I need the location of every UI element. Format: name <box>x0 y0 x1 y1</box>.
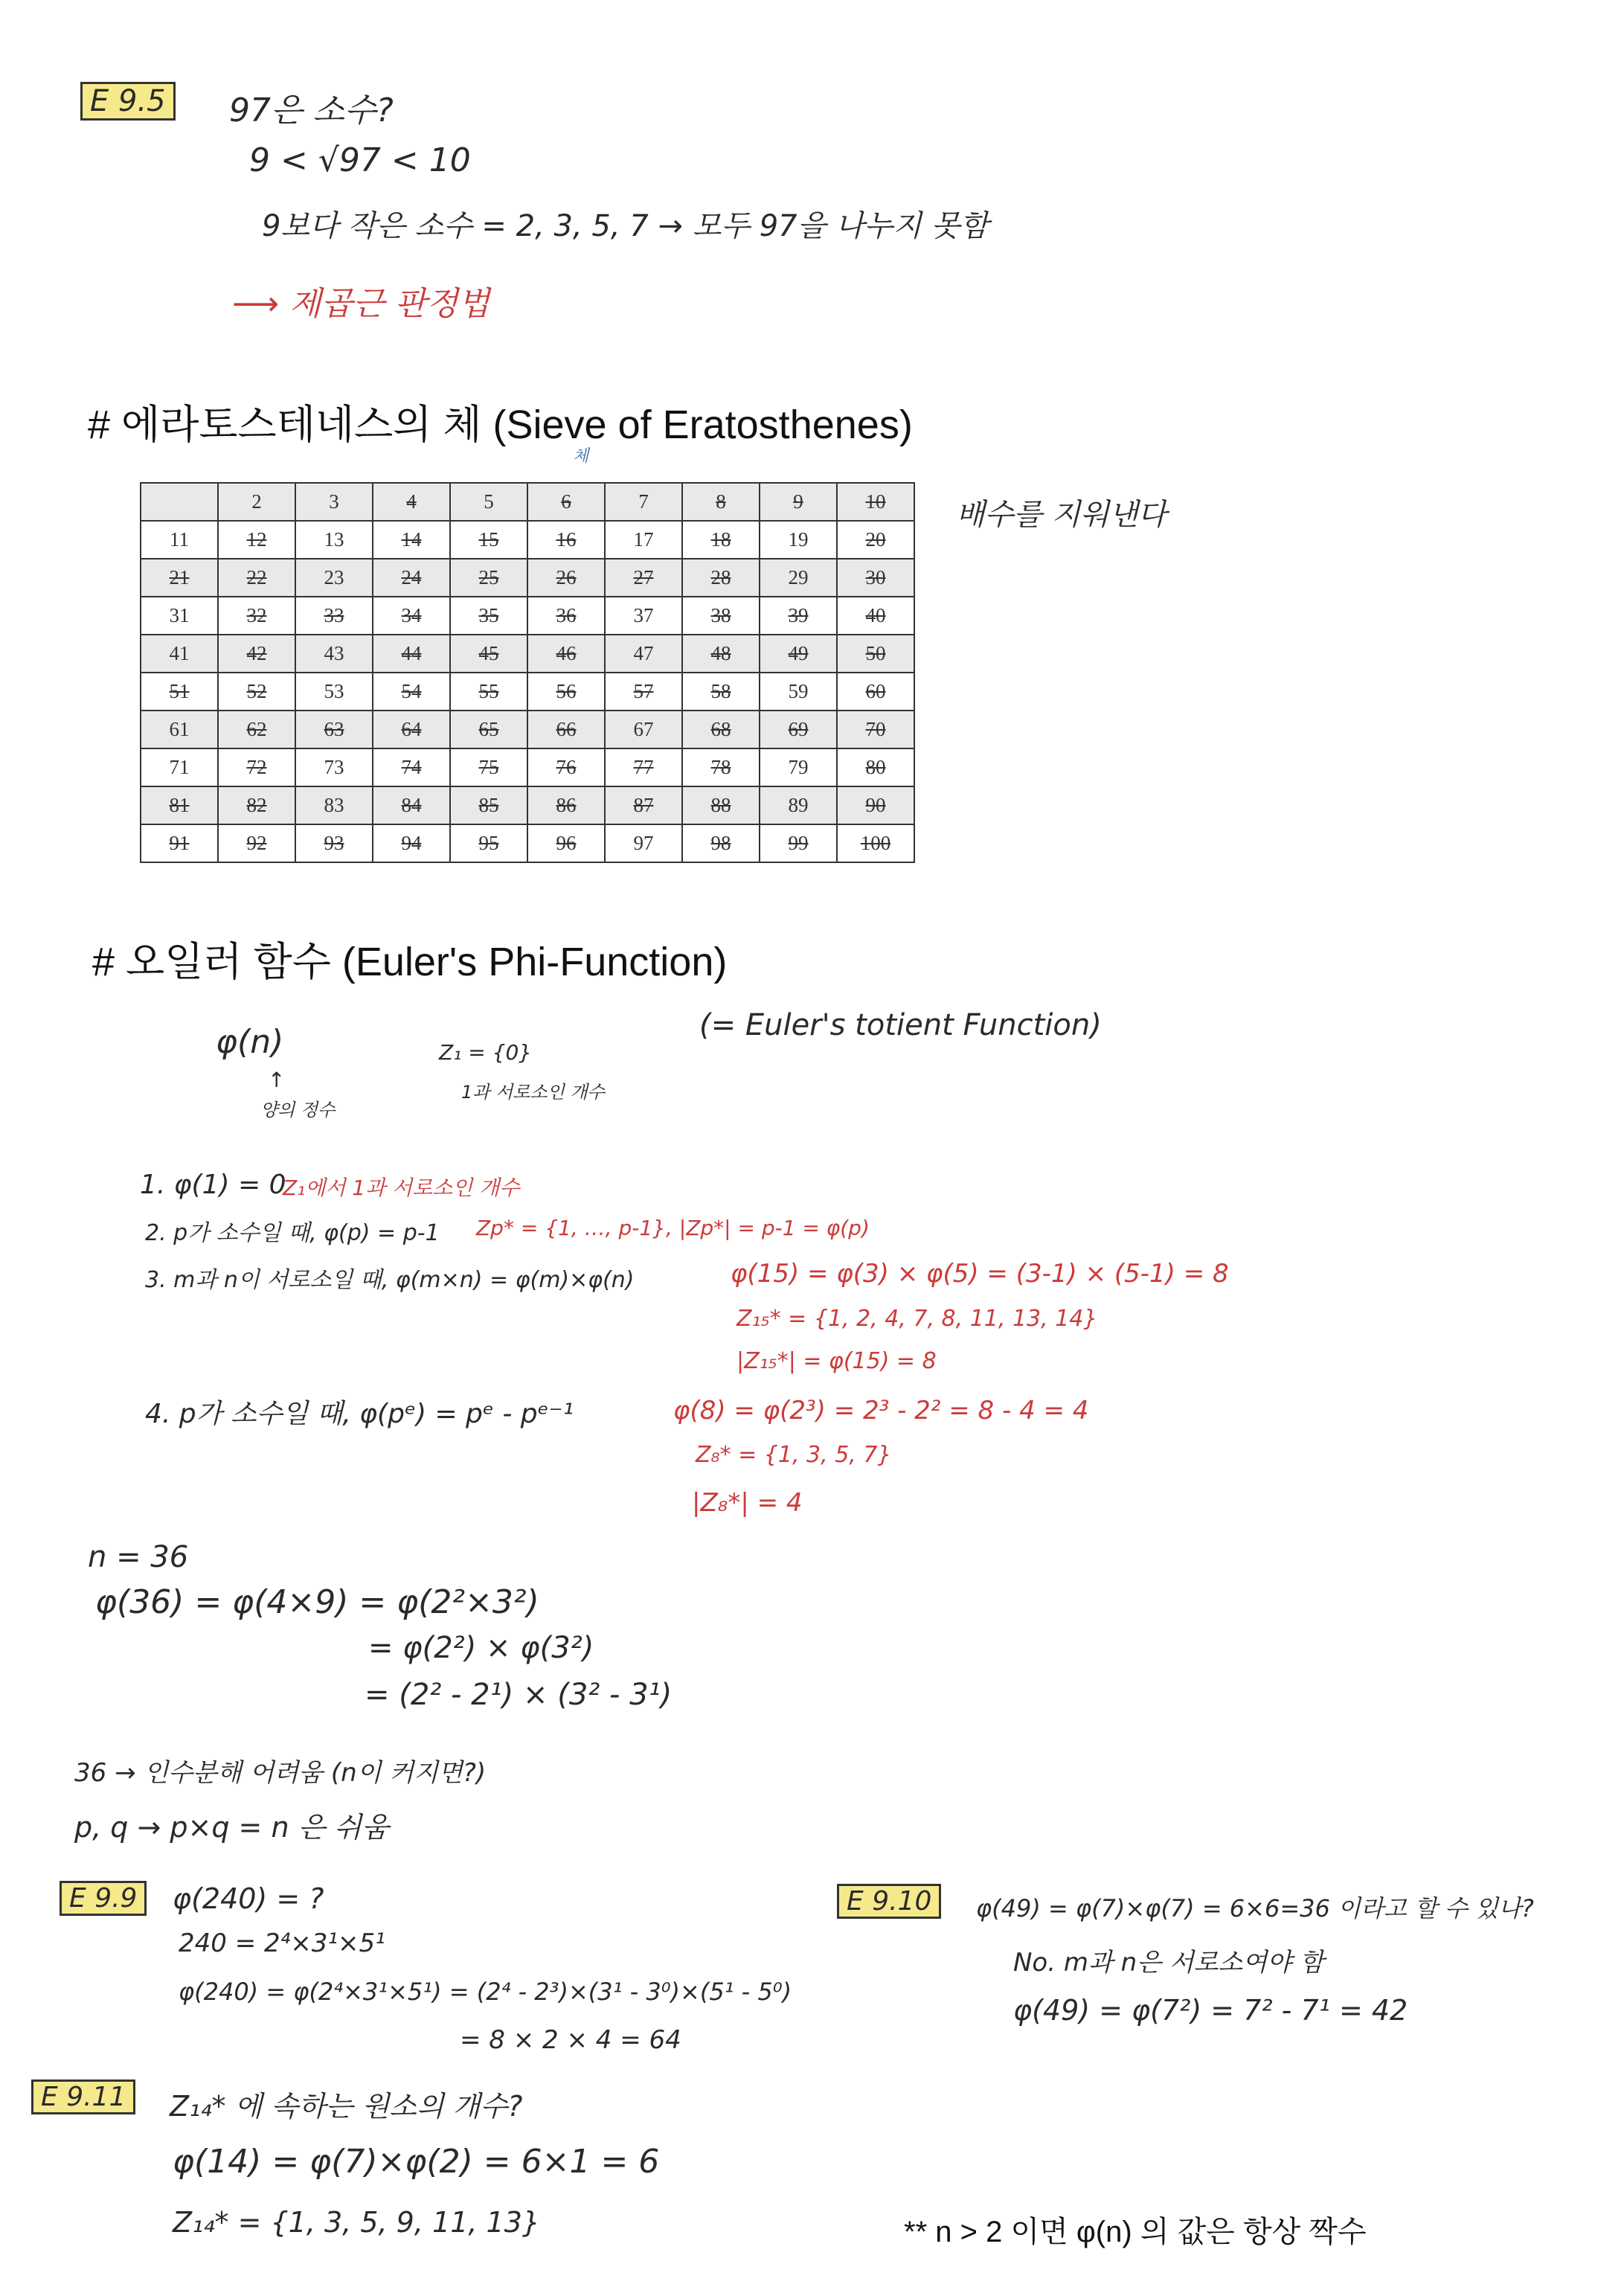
sieve-cell: 66 <box>527 711 605 748</box>
sieve-cell: 27 <box>605 559 682 597</box>
sieve-cell: 35 <box>450 597 527 635</box>
sieve-cell: 15 <box>450 521 527 559</box>
sieve-cell: 8 <box>682 483 760 521</box>
sieve-cell: 24 <box>373 559 450 597</box>
sieve-cell: 44 <box>373 635 450 673</box>
sieve-cell: 25 <box>450 559 527 597</box>
sieve-cell: 98 <box>682 824 760 862</box>
phi-n: φ(n) <box>216 1023 284 1061</box>
sieve-cell: 9 <box>760 483 837 521</box>
sieve-heading: # 에라토스테네스의 체 (Sieve of Eratosthenes) <box>88 403 913 447</box>
e910-line2: No. m과 n은 서로소여야 함 <box>1013 1948 1324 1978</box>
sieve-cell: 6 <box>527 483 605 521</box>
sieve-row <box>141 711 914 748</box>
sieve-cell: 61 <box>141 711 218 748</box>
e95-line1: 9 < √97 < 10 <box>249 141 471 179</box>
sieve-cell: 2 <box>218 483 295 521</box>
sieve-cell: 90 <box>837 786 914 824</box>
sieve-cell: 85 <box>450 786 527 824</box>
sieve-cell: 53 <box>295 673 373 711</box>
sieve-cell: 74 <box>373 748 450 786</box>
footnote: ** n > 2 이면 φ(n) 의 값은 항상 짝수 <box>904 2216 1367 2248</box>
euler-heading: # 오일러 함수 (Euler's Phi-Function) <box>92 940 728 984</box>
sieve-cell: 99 <box>760 824 837 862</box>
rule2-note: Zp* = {1, …, p-1}, |Zp*| = p-1 = φ(p) <box>476 1216 870 1240</box>
sieve-cell: 84 <box>373 786 450 824</box>
sieve-note-small: 체 <box>573 447 589 466</box>
e910-line3: φ(49) = φ(7²) = 7² - 7¹ = 42 <box>1013 1994 1408 2027</box>
rule3: 3. m과 n이 서로소일 때, φ(m×n) = φ(m)×φ(n) <box>145 1267 635 1293</box>
e99-line2: 240 = 2⁴×3¹×5¹ <box>179 1928 385 1958</box>
sieve-cell: 67 <box>605 711 682 748</box>
sieve-cell: 65 <box>450 711 527 748</box>
sieve-cell: 4 <box>373 483 450 521</box>
rule4-example: φ(8) = φ(2³) = 2³ - 2² = 8 - 4 = 4 <box>673 1396 1089 1426</box>
sieve-cell: 41 <box>141 635 218 673</box>
z1-set: Z₁ = {0} <box>439 1040 533 1065</box>
sieve-cell: 71 <box>141 748 218 786</box>
sieve-cell: 11 <box>141 521 218 559</box>
sieve-cell: 64 <box>373 711 450 748</box>
sieve-cell: 59 <box>760 673 837 711</box>
rule1-note: Z₁에서 1과 서로소인 개수 <box>283 1176 520 1200</box>
sieve-cell: 37 <box>605 597 682 635</box>
sieve-cell: 31 <box>141 597 218 635</box>
sieve-cell: 42 <box>218 635 295 673</box>
sieve-cell: 34 <box>373 597 450 635</box>
sieve-cell: 55 <box>450 673 527 711</box>
e911-line3: Z₁₄* = {1, 3, 5, 9, 11, 13} <box>173 2206 541 2239</box>
e911-line2: φ(14) = φ(7)×φ(2) = 6×1 = 6 <box>173 2143 660 2181</box>
sieve-cell: 57 <box>605 673 682 711</box>
rule3-set: Z₁₅* = {1, 2, 4, 7, 8, 11, 13, 14} <box>736 1306 1098 1332</box>
sieve-table <box>140 482 915 863</box>
sieve-cell: 36 <box>527 597 605 635</box>
sieve-cell: 14 <box>373 521 450 559</box>
sieve-cell: 28 <box>682 559 760 597</box>
sieve-cell: 23 <box>295 559 373 597</box>
sieve-row <box>141 483 914 521</box>
sieve-cell: 32 <box>218 597 295 635</box>
sieve-cell: 33 <box>295 597 373 635</box>
sieve-cell: 38 <box>682 597 760 635</box>
sieve-cell: 83 <box>295 786 373 824</box>
sieve-cell: 29 <box>760 559 837 597</box>
sieve-cell: 91 <box>141 824 218 862</box>
rule3-count: |Z₁₅*| = φ(15) = 8 <box>736 1348 937 1374</box>
sieve-cell: 13 <box>295 521 373 559</box>
sieve-cell: 46 <box>527 635 605 673</box>
sieve-cell: 93 <box>295 824 373 862</box>
sieve-cell: 49 <box>760 635 837 673</box>
sieve-cell: 56 <box>527 673 605 711</box>
sieve-cell: 45 <box>450 635 527 673</box>
sieve-cell: 97 <box>605 824 682 862</box>
sieve-cell: 21 <box>141 559 218 597</box>
sieve-cell: 80 <box>837 748 914 786</box>
example-tag-e9-11: E 9.11 <box>31 2079 135 2114</box>
sieve-cell: 48 <box>682 635 760 673</box>
sieve-cell: 70 <box>837 711 914 748</box>
rule2: 2. p가 소수일 때, φ(p) = p-1 <box>145 1220 440 1246</box>
totient-note: (= Euler's totient Function) <box>699 1008 1102 1042</box>
sieve-cell: 7 <box>605 483 682 521</box>
sieve-cell: 16 <box>527 521 605 559</box>
sieve-cell: 95 <box>450 824 527 862</box>
example-tag-e9-5: E 9.5 <box>80 82 176 121</box>
sieve-cell: 10 <box>837 483 914 521</box>
n36-line4: = (2² - 2¹) × (3² - 3¹) <box>365 1678 673 1712</box>
sieve-row <box>141 748 914 786</box>
sieve-cell: 5 <box>450 483 527 521</box>
sieve-cell: 81 <box>141 786 218 824</box>
sieve-row <box>141 824 914 862</box>
sieve-side-note: 배수를 지워낸다 <box>956 498 1167 532</box>
e95-line3: ⟶ 제곱근 판정법 <box>232 285 490 323</box>
sieve-cell: 50 <box>837 635 914 673</box>
sieve-row <box>141 673 914 711</box>
e99-line3: φ(240) = φ(2⁴×3¹×5¹) = (2⁴ - 2³)×(3¹ - 3⁰)×(5¹ - 5⁰) <box>179 1978 792 2006</box>
sieve-cell: 100 <box>837 824 914 862</box>
sieve-row <box>141 521 914 559</box>
sieve-cell: 62 <box>218 711 295 748</box>
sieve-row <box>141 786 914 824</box>
sieve-cell: 52 <box>218 673 295 711</box>
sieve-cell: 18 <box>682 521 760 559</box>
sieve-cell: 39 <box>760 597 837 635</box>
sieve-cell: 30 <box>837 559 914 597</box>
sieve-cell: 76 <box>527 748 605 786</box>
sieve-cell: 73 <box>295 748 373 786</box>
e95-line2: 9보다 작은 소수 = 2, 3, 5, 7 → 모두 97을 나누지 못함 <box>262 209 989 243</box>
e99-line4: = 8 × 2 × 4 = 64 <box>460 2025 681 2055</box>
sieve-cell: 88 <box>682 786 760 824</box>
rule4: 4. p가 소수일 때, φ(pᵉ) = pᵉ - pᵉ⁻¹ <box>145 1399 574 1429</box>
n36-line3: = φ(2²) × φ(3²) <box>368 1631 594 1665</box>
sieve-cell: 82 <box>218 786 295 824</box>
sieve-cell: 26 <box>527 559 605 597</box>
n36-line2: φ(36) = φ(4×9) = φ(2²×3²) <box>95 1583 539 1621</box>
example-tag-e9-9: E 9.9 <box>60 1881 147 1916</box>
sieve-cell: 3 <box>295 483 373 521</box>
example-tag-e9-10: E 9.10 <box>837 1884 941 1919</box>
n36-line6: p, q → p×q = n 은 쉬움 <box>74 1811 389 1844</box>
e911-line1: Z₁₄* 에 속하는 원소의 개수? <box>170 2090 523 2123</box>
sieve-cell: 96 <box>527 824 605 862</box>
sieve-cell: 77 <box>605 748 682 786</box>
z1-note: 1과 서로소인 개수 <box>461 1082 605 1103</box>
phi-note: 양의 정수 <box>260 1100 336 1120</box>
sieve-cell: 75 <box>450 748 527 786</box>
sieve-cell: 86 <box>527 786 605 824</box>
e910-line1: φ(49) = φ(7)×φ(7) = 6×6=36 이라고 할 수 있나? <box>976 1894 1534 1923</box>
sieve-cell: 92 <box>218 824 295 862</box>
sieve-row <box>141 635 914 673</box>
rule4-set: Z₈* = {1, 3, 5, 7} <box>696 1442 892 1468</box>
sieve-cell: 40 <box>837 597 914 635</box>
sieve-cell: 78 <box>682 748 760 786</box>
sieve-cell: 51 <box>141 673 218 711</box>
sieve-cell: 20 <box>837 521 914 559</box>
sieve-cell: 79 <box>760 748 837 786</box>
sieve-cell: 69 <box>760 711 837 748</box>
e99-line1: φ(240) = ? <box>173 1882 324 1915</box>
sieve-cell: 87 <box>605 786 682 824</box>
sieve-row <box>141 597 914 635</box>
sieve-row <box>141 559 914 597</box>
sieve-cell: 43 <box>295 635 373 673</box>
n36-line5: 36 → 인수분해 어려움 (n이 커지면?) <box>74 1758 487 1788</box>
sieve-cell: 47 <box>605 635 682 673</box>
e95-question: 97은 소수? <box>229 92 394 129</box>
sieve-cell: 19 <box>760 521 837 559</box>
rule1: 1. φ(1) = 0 <box>140 1170 286 1200</box>
sieve-cell: 63 <box>295 711 373 748</box>
n36-line1: n = 36 <box>88 1540 189 1574</box>
sieve-cell: 12 <box>218 521 295 559</box>
sieve-cell: 54 <box>373 673 450 711</box>
phi-arrow: ↑ <box>268 1068 286 1092</box>
sieve-cell: 68 <box>682 711 760 748</box>
sieve-cell: 72 <box>218 748 295 786</box>
sieve-cell <box>141 483 218 521</box>
sieve-cell: 58 <box>682 673 760 711</box>
sieve-cell: 17 <box>605 521 682 559</box>
sieve-cell: 22 <box>218 559 295 597</box>
sieve-cell: 94 <box>373 824 450 862</box>
rule3-example: φ(15) = φ(3) × φ(5) = (3-1) × (5-1) = 8 <box>731 1259 1229 1289</box>
sieve-cell: 60 <box>837 673 914 711</box>
rule4-count: |Z₈*| = 4 <box>692 1488 803 1518</box>
sieve-cell: 89 <box>760 786 837 824</box>
